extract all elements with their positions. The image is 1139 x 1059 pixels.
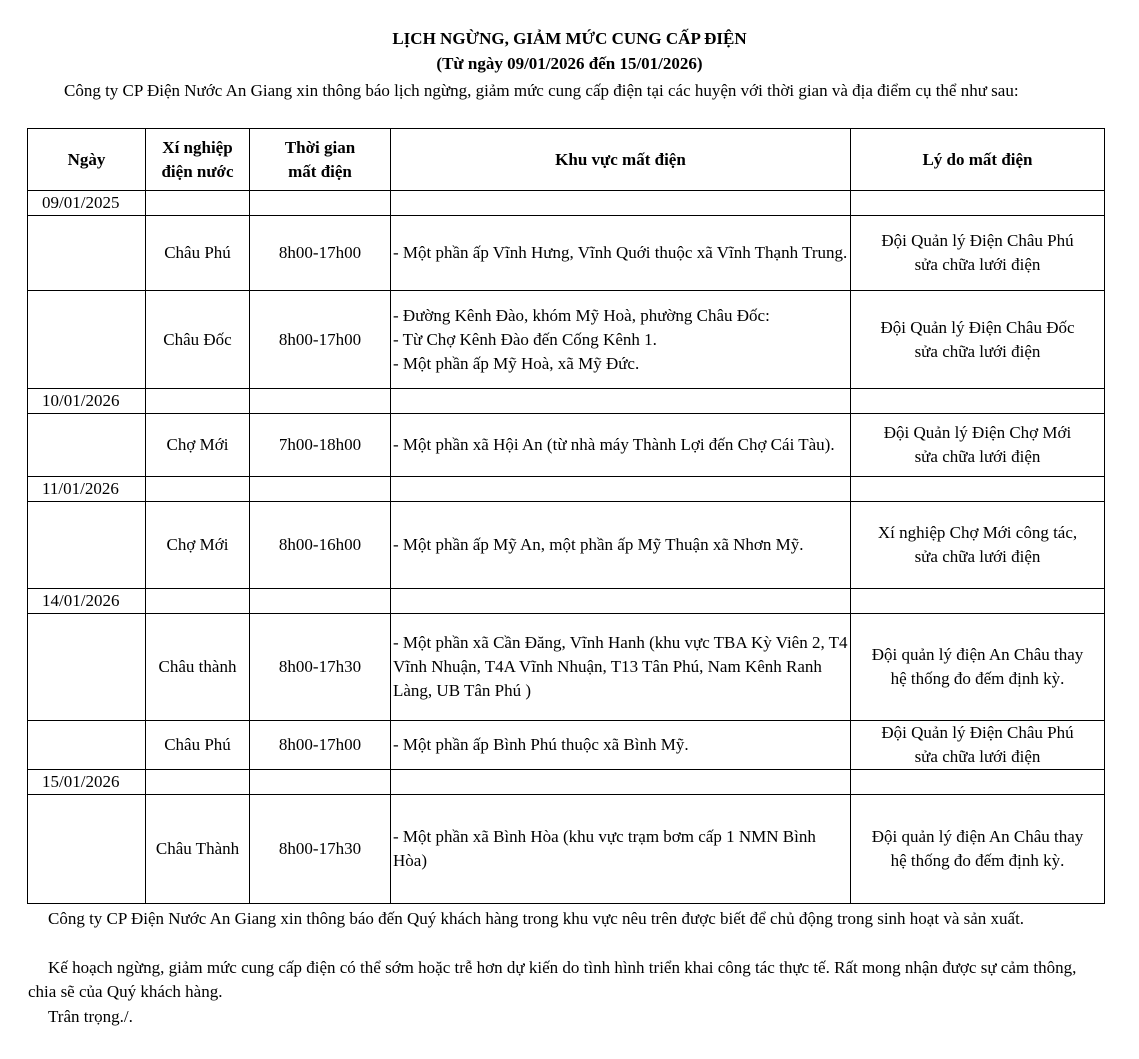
date-row (28, 191, 1105, 216)
time-cell: 8h00-17h00 (250, 216, 391, 291)
header-time-line2: mất điện (288, 161, 352, 181)
intro-paragraph: Công ty CP Điện Nước An Giang xin thông báo lịch ngừng, giảm mức cung cấp điện tại các huyện với thời gian và địa điểm cụ thể như sau: (64, 81, 1019, 100)
time-cell: 8h00-17h00 (250, 291, 391, 389)
reason-cell (851, 216, 1105, 291)
empty-date-cell (28, 414, 146, 477)
area-line: - Một phần xã Cần Đăng, Vĩnh Hanh (khu vực TBA Kỳ Viên 2, T4 Vĩnh Nhuận, T4A Vĩnh Nhuận, T13 Tân Phú, Nam Kênh Ranh Làng, UB Tân Phú ) (393, 633, 848, 700)
date-cell: 10/01/2026 (28, 389, 146, 414)
empty-cell (250, 589, 391, 614)
area-cell (391, 502, 851, 589)
unit-cell: Châu Thành (146, 795, 250, 904)
area-line: - Một phần ấp Bình Phú thuộc xã Bình Mỹ. (393, 735, 689, 754)
empty-cell (851, 770, 1105, 795)
area-line: - Một phần xã Hội An (từ nhà máy Thành Lợi đến Chợ Cái Tàu). (393, 435, 835, 454)
unit-cell: Chợ Mới (146, 502, 250, 589)
table-row (28, 502, 1105, 589)
reason-line: Xí nghiệp Chợ Mới công tác, (877, 523, 1078, 542)
area-cell (391, 614, 851, 721)
date-row (28, 477, 1105, 502)
time-cell: 8h00-17h30 (250, 795, 391, 904)
schedule-body (28, 191, 1105, 904)
area-line: - Một phần ấp Mỹ An, một phần ấp Mỹ Thuận xã Nhơn Mỹ. (393, 535, 804, 554)
empty-cell (146, 191, 250, 216)
empty-cell (391, 770, 851, 795)
empty-cell (250, 191, 391, 216)
empty-cell (146, 770, 250, 795)
table-row (28, 614, 1105, 721)
table-row (28, 721, 1105, 770)
reason-line: hệ thống đo đếm định kỳ. (890, 669, 1065, 688)
time-cell: 7h00-18h00 (250, 414, 391, 477)
date-cell: 11/01/2026 (28, 477, 146, 502)
area-cell (391, 721, 851, 770)
date-row (28, 770, 1105, 795)
reason-cell (851, 502, 1105, 589)
empty-cell (851, 389, 1105, 414)
empty-cell (146, 589, 250, 614)
time-cell: 8h00-16h00 (250, 502, 391, 589)
header-unit-line1: Xí nghiệp (162, 137, 233, 157)
reason-line: sửa chữa lưới điện (914, 255, 1041, 274)
reason-line: Đội quản lý điện An Châu thay (871, 827, 1084, 846)
empty-cell (391, 589, 851, 614)
outro-paragraph-2: Kế hoạch ngừng, giảm mức cung cấp điện có thể sớm hoặc trễ hơn dự kiến do tình hình triển khai công tác thực tế. Rất mong nhận được sự cảm thông, chia sẽ của Quý khách hàng. (28, 958, 1077, 1001)
empty-cell (391, 191, 851, 216)
unit-cell: Châu Phú (146, 721, 250, 770)
reason-line: Đội Quản lý Điện Châu Đốc (880, 317, 1075, 337)
empty-cell (851, 477, 1105, 502)
empty-date-cell (28, 795, 146, 904)
area-cell (391, 216, 851, 291)
area-cell (391, 291, 851, 389)
date-cell: 09/01/2025 (28, 191, 146, 216)
empty-cell (146, 389, 250, 414)
reason-cell (851, 414, 1105, 477)
unit-cell: Châu Đốc (146, 291, 250, 389)
reason-cell (851, 795, 1105, 904)
area-line: - Từ Chợ Kênh Đào đến Cống Kênh 1. (393, 329, 657, 349)
time-cell: 8h00-17h00 (250, 721, 391, 770)
empty-cell (391, 389, 851, 414)
header-date: Ngày (28, 129, 146, 191)
header-reason: Lý do mất điện (851, 129, 1105, 191)
header-unit-line2: điện nước (161, 161, 234, 181)
empty-cell (250, 477, 391, 502)
reason-cell (851, 721, 1105, 770)
date-cell: 15/01/2026 (28, 770, 146, 795)
unit-cell: Châu Phú (146, 216, 250, 291)
document-title: LỊCH NGỪNG, GIẢM MỨC CUNG CẤP ĐIỆN (392, 29, 747, 48)
area-cell (391, 414, 851, 477)
reason-line: sửa chữa lưới điện (914, 341, 1041, 361)
reason-cell (851, 614, 1105, 721)
reason-line: hệ thống đo đếm định kỳ. (890, 851, 1065, 870)
header-area: Khu vực mất điện (391, 129, 851, 191)
table-row (28, 795, 1105, 904)
area-line: - Một phần ấp Vĩnh Hưng, Vĩnh Quới thuộc xã Vĩnh Thạnh Trung. (393, 243, 848, 262)
header-time (250, 129, 391, 191)
reason-line: sửa chữa lưới điện (914, 547, 1041, 566)
table-row (28, 291, 1105, 389)
empty-cell (851, 589, 1105, 614)
reason-cell (851, 291, 1105, 389)
reason-line: sửa chữa lưới điện (914, 747, 1041, 766)
empty-cell (146, 477, 250, 502)
empty-date-cell (28, 291, 146, 389)
empty-cell (250, 389, 391, 414)
empty-cell (851, 191, 1105, 216)
table-row (28, 216, 1105, 291)
empty-date-cell (28, 216, 146, 291)
area-cell (391, 795, 851, 904)
outro-paragraph-1: Công ty CP Điện Nước An Giang xin thông báo đến Quý khách hàng trong khu vực nêu trên được biết để chủ động trong sinh hoạt và sản xuất. (48, 909, 1025, 928)
empty-date-cell (28, 502, 146, 589)
unit-cell: Châu thành (146, 614, 250, 721)
empty-date-cell (28, 614, 146, 721)
header-unit (146, 129, 250, 191)
document-subtitle: (Từ ngày 09/01/2026 đến 15/01/2026) (436, 54, 703, 73)
area-line: - Đường Kênh Đào, khóm Mỹ Hoà, phường Châu Đốc: (393, 305, 770, 325)
time-cell: 8h00-17h30 (250, 614, 391, 721)
date-row (28, 589, 1105, 614)
empty-date-cell (28, 721, 146, 770)
date-row (28, 389, 1105, 414)
reason-line: Đội Quản lý Điện Chợ Mới (883, 423, 1072, 442)
reason-line: Đội Quản lý Điện Châu Phú (881, 231, 1074, 250)
unit-cell: Chợ Mới (146, 414, 250, 477)
closing-line: Trân trọng./. (48, 1007, 133, 1026)
table-row (28, 414, 1105, 477)
area-line: - Một phần ấp Mỹ Hoà, xã Mỹ Đức. (393, 353, 640, 373)
header-time-line1: Thời gian (284, 137, 356, 157)
outage-schedule-table (27, 128, 1105, 904)
reason-line: sửa chữa lưới điện (914, 447, 1041, 466)
reason-line: Đội quản lý điện An Châu thay (871, 645, 1084, 664)
empty-cell (391, 477, 851, 502)
date-cell: 14/01/2026 (28, 589, 146, 614)
reason-line: Đội Quản lý Điện Châu Phú (881, 723, 1074, 742)
table-header-row (28, 129, 1105, 191)
empty-cell (250, 770, 391, 795)
area-line: - Một phần xã Bình Hòa (khu vực trạm bơm cấp 1 NMN Bình Hòa) (393, 827, 816, 870)
